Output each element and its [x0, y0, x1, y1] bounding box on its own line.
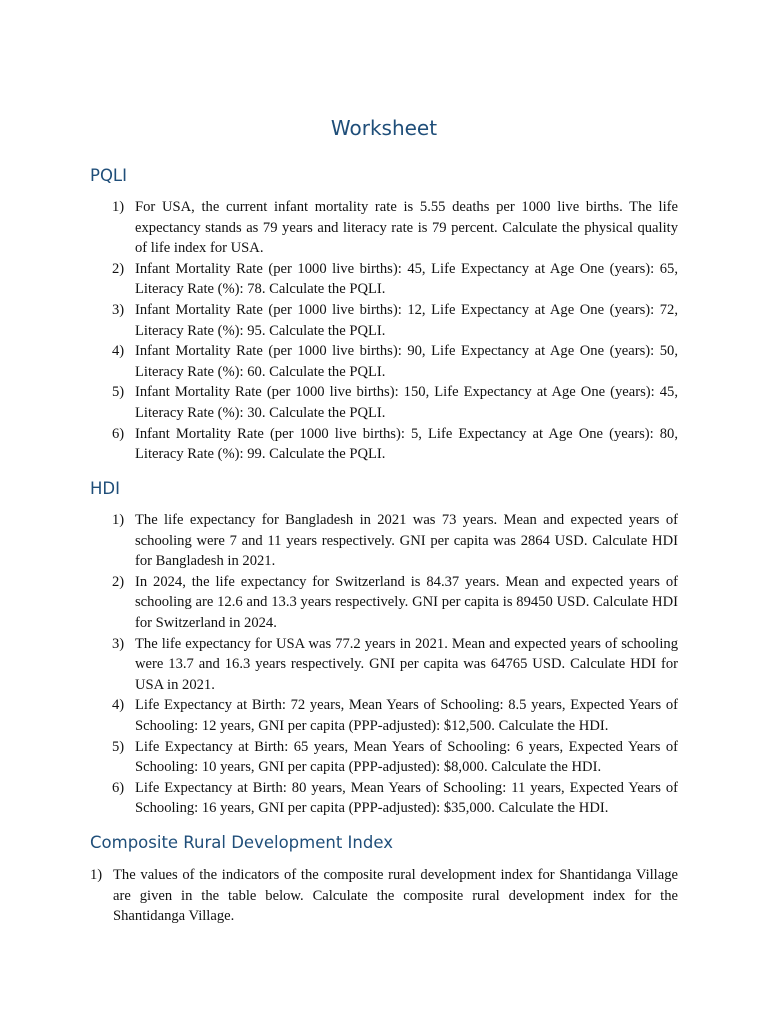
item-text: For USA, the current infant mortality rate is 5.55 deaths per 1000 live births. The life expectancy stands as 79 years and literacy rate is 79 percent. Calculate the physical quality of life index for USA. [135, 199, 678, 257]
item-number: 3) [112, 301, 125, 318]
item-number: 2) [112, 573, 125, 590]
item-text: Life Expectancy at Birth: 72 years, Mean Years of Schooling: 8.5 years, Expected Years of Schooling: 12 years, GNI per capita (PPP-adjusted): $12,500. Calculate the HDI. [135, 697, 678, 734]
item-number: 5) [112, 738, 125, 755]
item-number: 4) [112, 343, 125, 360]
list-item [112, 695, 678, 736]
item-text: Infant Mortality Rate (per 1000 live births): 5, Life Expectancy at Age One (years): 80, Literacy Rate (%): 99. Calculate the PQLI. [135, 425, 678, 463]
list-item [112, 197, 678, 259]
section-heading-hdi: HDI [90, 479, 120, 498]
item-number: 4) [112, 697, 125, 714]
list-item [112, 259, 678, 300]
item-number: 2) [112, 260, 125, 277]
item-text: Life Expectancy at Birth: 65 years, Mean Years of Schooling: 6 years, Expected Years of Schooling: 10 years, GNI per capita (PPP-adjusted): $8,000. Calculate the HDI. [135, 738, 678, 776]
item-number: 1) [112, 199, 125, 215]
list-item [112, 424, 678, 465]
list-item [90, 865, 678, 927]
list-item [112, 510, 678, 572]
item-text: The life expectancy for Bangladesh in 2021 was 73 years. Mean and expected years of schooling were 7 and 11 years respectively. GNI per capita was 2864 USD. Calculate HDI for Bangladesh in 2021. [135, 512, 678, 570]
list-item [112, 382, 678, 423]
item-text: The life expectancy for USA was 77.2 years in 2021. Mean and expected years of schooling were 13.7 and 16.3 years respectively. GNI per capita was 64765 USD. Calculate HDI for USA in 2021. [135, 635, 678, 693]
item-text: In 2024, the life expectancy for Switzerland is 84.37 years. Mean and expected years of schooling are 12.6 and 13.3 years respectively. GNI per capita is 89450 USD. Calculate HDI for Switzerland in 2024. [135, 573, 678, 631]
item-text: Infant Mortality Rate (per 1000 live births): 45, Life Expectancy at Age One (years): 65, Literacy Rate (%): 78. Calculate the PQLI. [135, 260, 678, 298]
list-item [112, 300, 678, 341]
item-number: 5) [112, 384, 125, 401]
crdi-question-list [90, 865, 678, 927]
page-title: Worksheet [330, 116, 438, 140]
item-text: The values of the indicators of the composite rural development index for Shantidanga Village are given in the table below. Calculate the composite rural development index for the Shantidanga Village. [113, 867, 678, 925]
list-item [112, 778, 678, 819]
item-number: 1) [112, 512, 125, 528]
list-item [112, 572, 678, 634]
item-text: Infant Mortality Rate (per 1000 live births): 90, Life Expectancy at Age One (years): 50, Literacy Rate (%): 60. Calculate the PQLI. [135, 343, 678, 380]
item-text: Infant Mortality Rate (per 1000 live births): 150, Life Expectancy at Age One (years): 45, Literacy Rate (%): 30. Calculate the PQLI. [135, 384, 678, 421]
section-heading-crdi: Composite Rural Development Index [90, 833, 393, 852]
pqli-question-list [112, 197, 678, 465]
item-text: Infant Mortality Rate (per 1000 live births): 12, Life Expectancy at Age One (years): 72, Literacy Rate (%): 95. Calculate the PQLI. [135, 301, 678, 339]
item-number: 6) [112, 425, 125, 442]
section-heading-pqli: PQLI [90, 166, 127, 185]
list-item [112, 737, 678, 778]
list-item [112, 341, 678, 382]
list-item [112, 634, 678, 696]
item-number: 1) [90, 867, 103, 883]
item-number: 3) [112, 635, 125, 652]
item-number: 6) [112, 779, 125, 796]
item-text: Life Expectancy at Birth: 80 years, Mean Years of Schooling: 11 years, Expected Years of Schooling: 16 years, GNI per capita (PPP-adjusted): $35,000. Calculate the HDI. [135, 779, 678, 817]
hdi-question-list [112, 510, 678, 819]
